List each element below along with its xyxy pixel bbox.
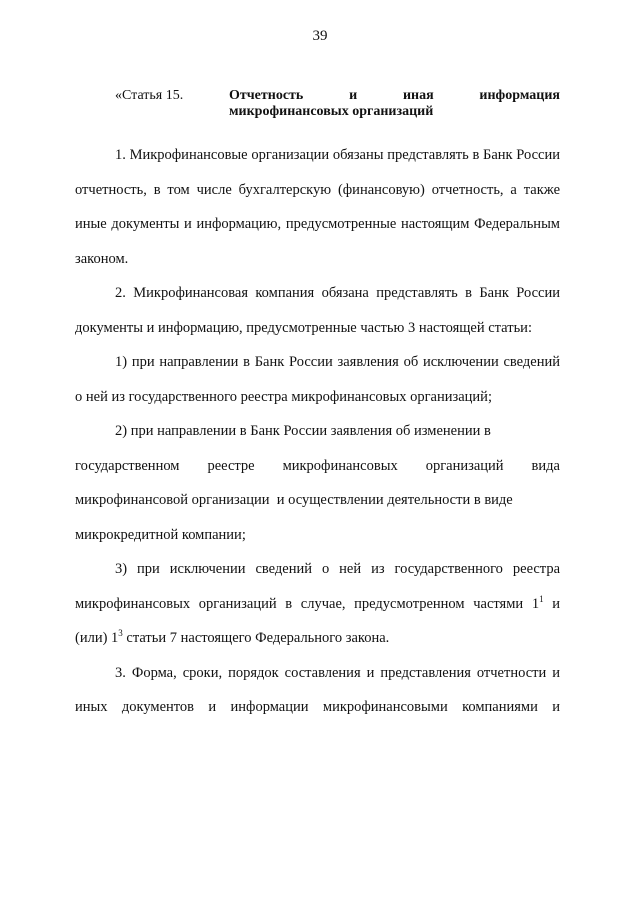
item-2-word: вида	[531, 457, 560, 474]
item-2-word: микрофинансовых	[282, 457, 398, 474]
item-2-word: организаций	[425, 457, 504, 474]
title-word: и	[349, 88, 358, 103]
article-title-line-1	[229, 88, 560, 104]
paragraph-3: 3. Форма, сроки, порядок составления и представления отчетности и иных документов и информации микрофинансовыми компаниями и	[75, 664, 560, 715]
article-body	[75, 138, 560, 725]
title-word: информация	[479, 88, 560, 103]
paragraph-2: 2. Микрофинансовая компания обязана представлять в Банк России документы и информацию, предусмотренные частью 3 настоящей статьи:	[75, 285, 560, 336]
title-word: иная	[402, 88, 434, 103]
article-title-line-2: микрофинансовых организаций	[229, 104, 434, 119]
paragraph-item-3	[75, 552, 560, 656]
superscript-3: 3	[118, 628, 123, 638]
title-word: Отчетность	[229, 88, 304, 103]
item-3-text-a: 3) при исключении сведений о ней из государственного реестра микрофинансовых организаций в случае, предусмотренном частями 1	[75, 561, 560, 612]
paragraph-item-2-line-2	[75, 449, 560, 484]
item-2-word: реестре	[207, 457, 255, 474]
article-number: «Статья 15.	[115, 88, 184, 103]
item-2-word: государственном	[75, 457, 180, 474]
paragraph-item-1: 1) при направлении в Банк России заявления об исключении сведений о ней из государственного реестра микрофинансовых организаций;	[75, 354, 560, 405]
article-title	[229, 88, 560, 120]
page-number: 39	[312, 28, 328, 44]
paragraph-1: 1. Микрофинансовые организации обязаны представлять в Банк России отчетность, в том числе бухгалтерскую (финансовую) отчетность, а также иные документы и информацию, предусмотренные настоящим Федеральным законом.	[75, 147, 560, 267]
superscript-1: 1	[539, 593, 544, 604]
paragraph-item-2-line-3: микрофинансовой организации и осуществлении деятельности в виде	[75, 492, 513, 508]
paragraph-item-2-line-4: микрокредитной компании;	[75, 526, 246, 543]
paragraph-item-2-line-1: 2) при направлении в Банк России заявления об изменении в	[115, 423, 491, 439]
item-3-text-c: статьи 7 настоящего Федерального закона.	[122, 630, 390, 646]
item-3-text-b: и (или) 1	[75, 595, 560, 646]
